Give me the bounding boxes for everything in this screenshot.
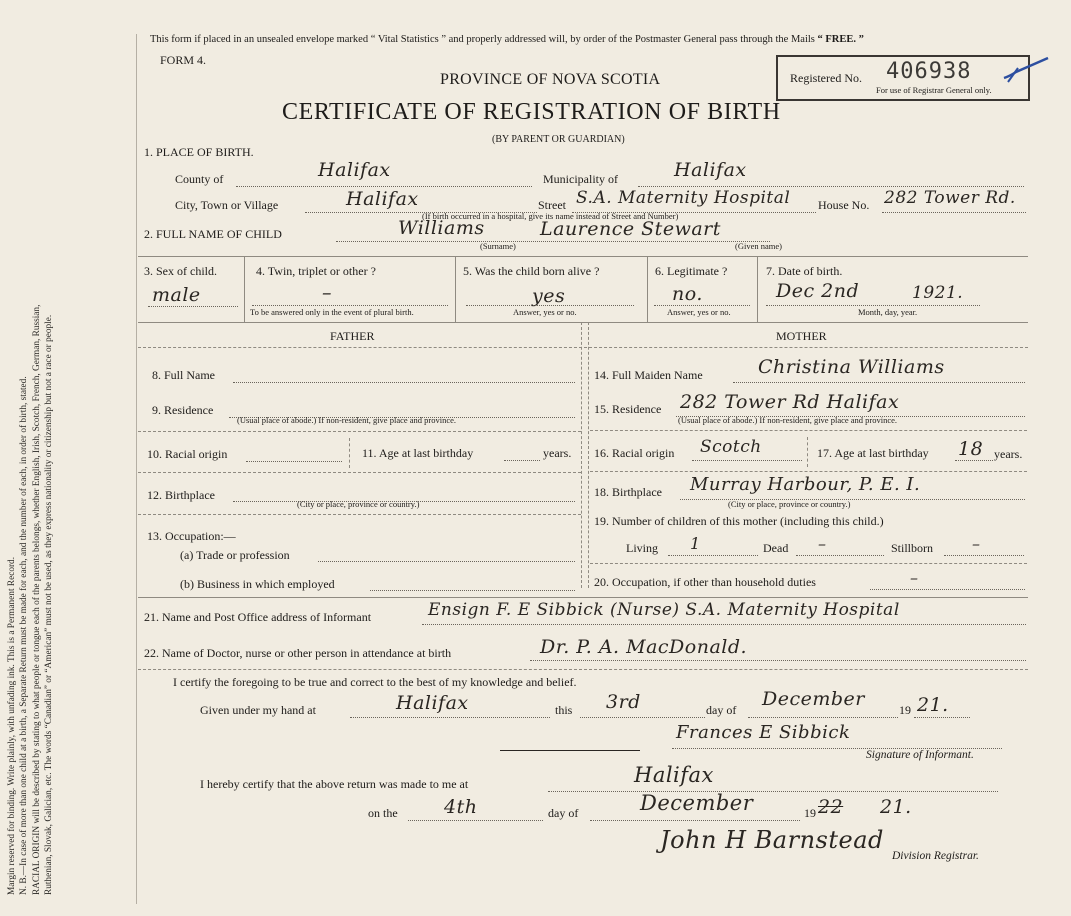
- registrar-on-label: on the: [368, 806, 398, 820]
- sex-label: 3. Sex of child.: [144, 264, 217, 278]
- street-label: Street: [538, 198, 566, 212]
- mother-occupation-value: –: [910, 568, 918, 587]
- certify-statement: I certify the foregoing to be true and correct to the best of my knowledge and belief.: [173, 675, 577, 689]
- notice-text-mid: and properly addressed will, by order of the Postmaster General pass through the Mails: [448, 34, 815, 45]
- page-subtitle: (BY PARENT OR GUARDIAN): [492, 134, 625, 145]
- twin-label: 4. Twin, triplet or other ?: [256, 264, 376, 278]
- father-birthplace-label: 12. Birthplace: [147, 488, 215, 502]
- province-heading: PROVINCE OF NOVA SCOTIA: [440, 71, 661, 88]
- birth-date-month-day: Dec 2nd: [776, 280, 860, 302]
- certify-this-label: this: [555, 703, 573, 717]
- stillborn-label: Stillborn: [891, 541, 934, 555]
- father-occupation-label: 13. Occupation:—: [147, 529, 236, 543]
- registrar-day-value: 4th: [444, 796, 478, 818]
- registrar-month-value: December: [640, 791, 754, 815]
- registrar-day-of-label: day of: [548, 806, 579, 820]
- mother-residence-note: (Usual place of abode.) If non-resident, give place and province.: [678, 415, 898, 425]
- mother-children-label: 19. Number of children of this mother (including this child.): [594, 514, 884, 528]
- informant-signature-label: Signature of Informant.: [866, 749, 974, 761]
- mail-notice: [150, 34, 864, 45]
- child-given-name: Laurence Stewart: [540, 218, 721, 240]
- county-value: Halifax: [318, 159, 391, 181]
- mother-birthplace-note: (City or place, province or country.): [728, 499, 851, 509]
- legitimate-note: Answer, yes or no.: [667, 307, 731, 317]
- mother-age-value: 18: [958, 438, 984, 460]
- municipality-label: Municipality of: [543, 172, 618, 186]
- notice-text: This form if placed in an unsealed envelope marked: [150, 34, 369, 45]
- city-label: City, Town or Village: [175, 198, 279, 212]
- child-surname: Williams: [398, 217, 485, 239]
- page-title: CERTIFICATE OF REGISTRATION OF BIRTH: [282, 99, 781, 125]
- registration-label: Registered No.: [790, 71, 862, 85]
- father-birthplace-note: (City or place, province or country.): [297, 499, 420, 509]
- city-value: Halifax: [346, 188, 419, 210]
- registration-number: 406938: [886, 59, 972, 84]
- registrar-place-value: Halifax: [634, 763, 714, 787]
- father-years-label: years.: [543, 446, 572, 460]
- father-residence-label: 9. Residence: [152, 403, 214, 417]
- registrar-signature-label: Division Registrar.: [892, 850, 979, 862]
- twin-value: –: [322, 282, 332, 304]
- given-name-note: (Given name): [735, 241, 782, 251]
- stillborn-value: –: [972, 534, 980, 553]
- registration-note: For use of Registrar General only.: [876, 85, 992, 95]
- margin-line: Ruthenian, Slovak, Galician, etc. The words “Canadian” or “American” must not be used, as they express nationality or citizenship but not a race or people.: [44, 314, 55, 895]
- county-label: County of: [175, 172, 224, 186]
- dead-value: –: [818, 534, 826, 553]
- registration-box: [776, 55, 1030, 101]
- margin-line: RACIAL ORIGIN will be described by stating to what people or tongue each of the parents belongs, whether English, Irish, Scotch, French, German, Russian,: [31, 304, 42, 895]
- father-heading: FATHER: [330, 329, 375, 343]
- birth-date-label: 7. Date of birth.: [766, 264, 843, 278]
- father-name-label: 8. Full Name: [152, 368, 215, 382]
- mother-heading: MOTHER: [776, 329, 827, 343]
- mother-birthplace-label: 18. Birthplace: [594, 485, 662, 499]
- registrar-year-value: 21.: [880, 796, 912, 818]
- informant-label: 21. Name and Post Office address of Informant: [144, 610, 372, 624]
- certify-year-value: 21.: [917, 694, 949, 716]
- form-number: FORM 4.: [160, 53, 207, 67]
- house-value: 282 Tower Rd.: [884, 188, 1016, 208]
- given-under-label: Given under my hand at: [200, 703, 316, 717]
- sex-value: male: [152, 284, 201, 306]
- mother-racial-value: Scotch: [700, 437, 762, 457]
- mother-occupation-label: 20. Occupation, if other than household duties: [594, 575, 816, 589]
- mother-residence-value: 282 Tower Rd Halifax: [680, 391, 900, 413]
- certify-place-value: Halifax: [396, 692, 469, 714]
- registrar-statement: I hereby certify that the above return was made to me at: [200, 777, 469, 791]
- mother-residence-label: 15. Residence: [594, 402, 662, 416]
- legitimate-label: 6. Legitimate ?: [655, 264, 728, 278]
- registrar-signature: John H Barnstead: [660, 826, 884, 854]
- father-business-label: (b) Business in which employed: [180, 577, 335, 591]
- alive-note: Answer, yes or no.: [513, 307, 577, 317]
- child-name-label: 2. FULL NAME OF CHILD: [144, 227, 282, 241]
- father-trade-label: (a) Trade or profession: [180, 548, 290, 562]
- mother-racial-label: 16. Racial origin: [594, 446, 675, 460]
- birth-date-note: Month, day, year.: [858, 307, 918, 317]
- certify-day-value: 3rd: [606, 691, 641, 713]
- place-of-birth-label: 1. PLACE OF BIRTH.: [144, 145, 254, 159]
- municipality-value: Halifax: [674, 159, 747, 181]
- father-age-label: 11. Age at last birthday: [362, 446, 474, 460]
- doctor-value: Dr. P. A. MacDonald.: [540, 636, 748, 658]
- informant-signature: Frances E Sibbick: [676, 722, 851, 743]
- mother-birthplace-value: Murray Harbour, P. E. I.: [690, 474, 921, 495]
- notice-vital: “ Vital Statistics ”: [370, 34, 447, 45]
- living-value: 1: [690, 534, 701, 553]
- certify-year-prefix: 19: [899, 703, 911, 717]
- house-label: House No.: [818, 198, 870, 212]
- legitimate-value: no.: [672, 283, 703, 305]
- notice-free: “ FREE. ”: [817, 34, 864, 45]
- mother-years-label: years.: [994, 447, 1023, 461]
- margin-instructions: [6, 15, 56, 895]
- father-racial-label: 10. Racial origin: [147, 447, 228, 461]
- registrar-year-struck: 22: [818, 796, 844, 818]
- margin-line: N. B.—In case of more than one child at a birth, a Separate Return must be made for each, and the number of each, in order of birth, stated.: [19, 376, 30, 895]
- mother-name-value: Christina Williams: [758, 356, 945, 378]
- twin-note: To be answered only in the event of plural birth.: [250, 307, 414, 317]
- dead-label: Dead: [763, 541, 789, 555]
- hospital-note: (If birth occurred in a hospital, give its name instead of Street and Number): [422, 211, 679, 221]
- street-value: S.A. Maternity Hospital: [576, 188, 791, 208]
- informant-value: Ensign F. E Sibbick (Nurse) S.A. Maternity Hospital: [428, 600, 900, 620]
- margin-line: Margin reserved for binding. Write plainly, with unfading ink. This is a Permanent Record.: [7, 556, 17, 895]
- doctor-label: 22. Name of Doctor, nurse or other person in attendance at birth: [144, 646, 452, 660]
- living-label: Living: [626, 541, 658, 555]
- alive-label: 5. Was the child born alive ?: [463, 264, 600, 278]
- surname-note: (Surname): [480, 241, 516, 251]
- mother-age-label: 17. Age at last birthday: [817, 446, 929, 460]
- certify-day-of-label: day of: [706, 703, 737, 717]
- checkmark-icon: [1000, 52, 1056, 86]
- mother-name-label: 14. Full Maiden Name: [594, 368, 703, 382]
- alive-value: yes: [532, 285, 566, 307]
- birth-date-year: 1921.: [912, 283, 964, 303]
- father-residence-note: (Usual place of abode.) If non-resident, give place and province.: [237, 415, 457, 425]
- certify-month-value: December: [762, 688, 865, 710]
- registrar-year-prefix: 19: [804, 806, 816, 820]
- margin-divider: [136, 34, 137, 904]
